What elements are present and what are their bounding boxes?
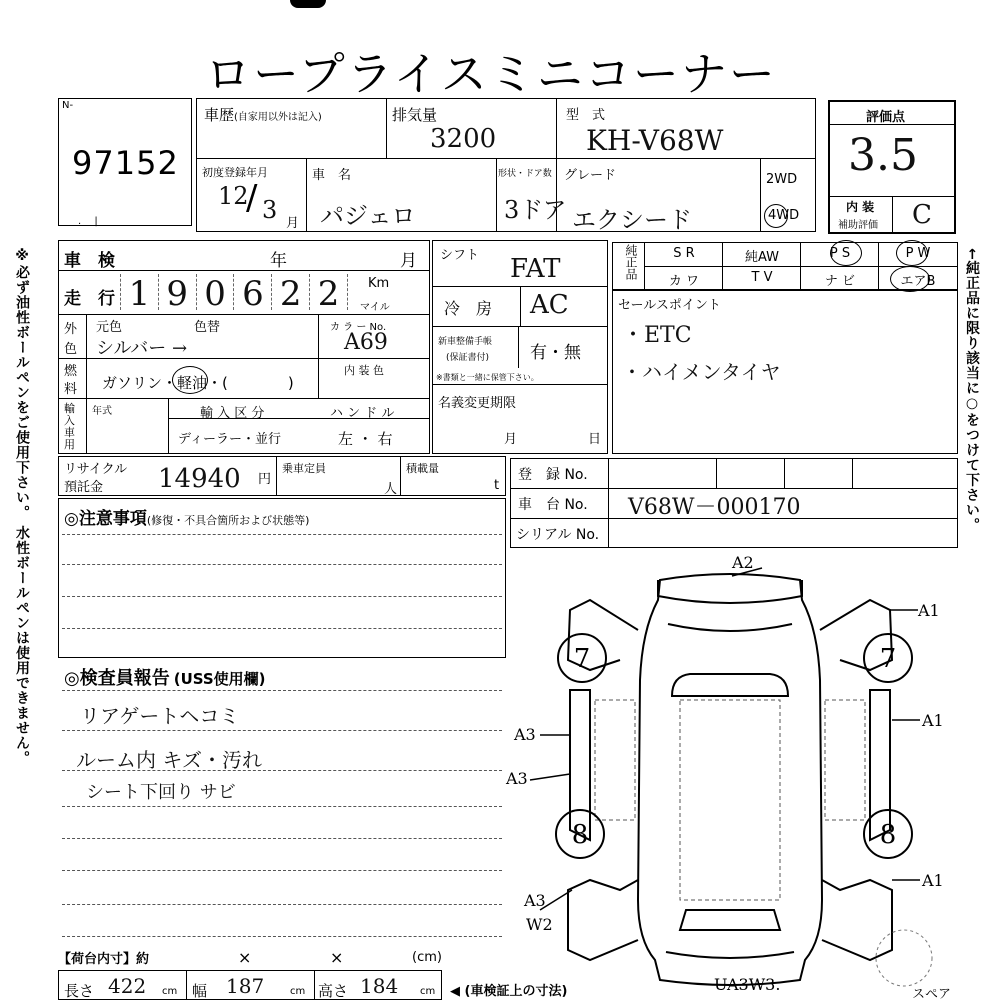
- left-door-dashed: [595, 700, 635, 820]
- history-sub: (自家用以外は記入): [234, 112, 322, 123]
- history-label-text: 車歴: [204, 106, 235, 124]
- maint-book-value: 有・無: [530, 343, 581, 363]
- displacement-label: 排気量: [392, 106, 438, 124]
- damage-mark: A1: [918, 601, 940, 620]
- option-aw: 純AW: [744, 250, 780, 265]
- maint-book-label-2: (保証書付): [446, 353, 490, 363]
- load-label: 積載量: [406, 462, 439, 475]
- inspection-month: 月: [400, 251, 417, 271]
- dims-height-unit: cm: [420, 986, 436, 997]
- rear-bumper: [666, 952, 794, 958]
- inspector-line: リアゲートヘコミ: [80, 704, 240, 728]
- notes-label: [64, 504, 309, 529]
- inspector-line: シート下回り サビ: [86, 782, 236, 803]
- interior-label-2: 補助評価: [838, 220, 878, 231]
- import-cat-value: ディーラー・並行: [178, 432, 281, 447]
- import-cat-label: 輸 入 区 分: [200, 406, 265, 421]
- page-title: ロープライスミニコーナー: [205, 47, 777, 101]
- handle-label: ハ ン ド ル: [330, 406, 395, 421]
- chassis-label: 車 台 No.: [518, 497, 588, 513]
- inspector-label-text: ◎検査員報告: [64, 668, 170, 689]
- mileage-digit: 2: [309, 274, 348, 310]
- model-label: 型 式: [566, 108, 606, 123]
- color-no-label: カ ラ ー No.: [330, 322, 387, 333]
- score-label: 評価点: [866, 110, 906, 125]
- shape-doors-label: 形状・ドア数: [498, 169, 552, 179]
- shift-value: FAT: [510, 254, 561, 284]
- mileage-digits: [120, 274, 348, 314]
- sales-point-item: ・ETC: [622, 323, 692, 348]
- ac-label: 冷 房: [444, 299, 493, 318]
- fuel-options: ガソリン・軽油・( ): [102, 374, 294, 392]
- tire-mark: 7: [879, 644, 897, 674]
- top-mark: [290, 0, 326, 8]
- load-unit: t: [494, 478, 500, 493]
- name-change-day: 日: [588, 432, 602, 447]
- maint-book-note: ※書類と一緒に保管下さい。: [436, 373, 539, 382]
- tire-mark: 7: [573, 644, 591, 674]
- displacement-value: 3200: [430, 124, 497, 154]
- name-change-month: 月: [504, 432, 518, 447]
- maint-book-label-1: 新車整備手帳: [438, 337, 493, 347]
- mileage-digit: 2: [271, 274, 309, 310]
- mileage-digit: 6: [233, 274, 271, 310]
- dims-height: 184: [360, 974, 399, 998]
- damage-mark: A1: [922, 711, 944, 730]
- exterior-orig: 元色: [96, 320, 123, 335]
- import-label-4: 用: [64, 438, 75, 451]
- shape-doors-value: 3ドア: [504, 196, 567, 224]
- mileage-digit: 0: [196, 274, 234, 310]
- shift-label: シフト: [440, 248, 480, 263]
- model-value: KH-V68W: [586, 124, 724, 157]
- sales-points-label: セールスポイント: [618, 298, 721, 313]
- damage-mark: UA3W3.: [714, 975, 781, 994]
- cargo-x1: ×: [238, 948, 252, 967]
- option-ps: P S: [829, 246, 851, 261]
- capacity-label: 乗車定員: [282, 462, 326, 475]
- score-value: 3.5: [848, 130, 918, 181]
- inspection-year: 年: [270, 251, 287, 271]
- registration-label: 登 録 No.: [518, 467, 588, 483]
- right-door-dashed: [825, 700, 865, 820]
- exterior-label-1: 外: [64, 322, 78, 337]
- damage-mark: A1: [922, 871, 944, 890]
- car-name-label: 車 名: [312, 168, 352, 183]
- right-rear-panel: [822, 880, 892, 960]
- hood-line: [668, 624, 792, 631]
- option-leather: カ ワ: [668, 274, 700, 289]
- color-no-value: A69: [344, 330, 388, 355]
- import-year-label: 年式: [92, 406, 112, 417]
- exterior-value: シルバー →: [96, 338, 188, 359]
- damage-mark: A2: [732, 553, 754, 572]
- dims-width-label: 幅: [192, 982, 208, 1000]
- history-label: [204, 104, 322, 125]
- option-navi: ナ ビ: [824, 274, 856, 289]
- recycle-label-1: リサイクル: [64, 462, 128, 477]
- import-label-2: 入: [64, 414, 75, 427]
- cargo-unit: (cm): [412, 950, 442, 965]
- mileage-digit: 1: [120, 274, 158, 310]
- left-side-note: ※必ず油性ボールペンをご使用下さい。 水性ボールペンは使用できません。: [14, 248, 30, 766]
- car-diagram: [500, 550, 960, 1000]
- interior-label-1: 内 装: [846, 200, 875, 214]
- mileage-unit-mile: マイル: [360, 302, 390, 313]
- right-door: [870, 690, 890, 840]
- option-pw: P W: [905, 246, 931, 261]
- cargo-label: 【荷台内寸】約: [58, 952, 150, 967]
- inspection-label: 車 検: [64, 251, 115, 271]
- dims-width: 187: [226, 974, 265, 998]
- right-side-note: ←純正品に限り該当に○をつけて下さい。: [964, 248, 980, 533]
- options-side-label: 純正品: [624, 244, 638, 280]
- first-reg-month-unit: 月: [286, 216, 300, 231]
- inspector-sub: (USS使用欄): [173, 670, 266, 688]
- front-bumper: [658, 580, 802, 603]
- import-label-1: 輸: [64, 402, 75, 415]
- recycle-label-2: 預託金: [64, 480, 104, 495]
- option-ps-circle: [830, 240, 862, 266]
- drive-2wd: 2WD: [766, 172, 798, 187]
- left-door: [570, 690, 590, 840]
- first-reg-month: 3: [262, 196, 278, 224]
- dims-height-label: 高さ: [318, 982, 349, 1000]
- first-reg-slash: /: [246, 178, 258, 218]
- notes-sub: (修復・不具合箇所および状態等): [146, 514, 310, 527]
- spare-tire-circle: [876, 930, 932, 986]
- mileage-label: 走 行: [64, 289, 115, 309]
- dims-length-label: 長さ: [64, 982, 95, 1000]
- grade-label: グレード: [564, 168, 617, 183]
- dims-length-unit: cm: [162, 986, 178, 997]
- mileage-digit: 9: [158, 274, 196, 310]
- car-name-value: パジェロ: [320, 202, 416, 230]
- fuel-label-1: 燃: [64, 364, 78, 379]
- interior-value: C: [912, 200, 932, 230]
- interior-color-label: 内 装 色: [344, 364, 384, 377]
- spare-label: スペア: [912, 987, 952, 1000]
- drive-4wd-circle: [764, 204, 788, 228]
- windshield: [672, 674, 788, 696]
- dims-note: ◀ (車検証上の寸法): [450, 984, 568, 999]
- sales-point-item: ・ハイメンタイヤ: [622, 360, 781, 384]
- dims-length: 422: [108, 974, 147, 998]
- cargo-x2: ×: [330, 948, 344, 967]
- name-change-label: 名義変更期限: [438, 396, 517, 411]
- damage-mark: A3: [524, 891, 546, 910]
- option-tv: T V: [751, 270, 773, 285]
- option-airbag: エアB: [900, 274, 936, 289]
- chassis-value: V68W－000170: [628, 495, 801, 520]
- left-rear-panel: [568, 880, 638, 960]
- tire-mark: 8: [879, 820, 897, 850]
- exterior-repaint: 色替: [194, 320, 221, 335]
- fuel-label-2: 料: [64, 382, 78, 397]
- tire-mark: 8: [571, 820, 589, 850]
- serial-label: シリアル No.: [516, 527, 600, 543]
- lot-dots: . |: [78, 216, 98, 227]
- option-sr: S R: [673, 246, 695, 261]
- first-reg-label: 初度登録年月: [202, 166, 268, 179]
- grade-value: エクシード: [572, 206, 692, 234]
- dims-width-unit: cm: [290, 986, 306, 997]
- ac-value: AC: [530, 290, 569, 320]
- lot-prefix: N-: [62, 100, 74, 111]
- mileage-unit-km: Km: [368, 276, 390, 291]
- first-reg-year: 12: [218, 182, 249, 210]
- lot-number: 97152: [72, 144, 179, 182]
- damage-mark: A3: [506, 769, 528, 788]
- roof-dashed: [680, 700, 780, 900]
- exterior-label-2: 色: [64, 342, 78, 357]
- import-label-3: 車: [64, 426, 75, 439]
- recycle-unit: 円: [258, 472, 272, 487]
- inspector-label: [64, 664, 266, 690]
- fuel-diesel-circle: [172, 366, 208, 394]
- damage-mark: W2: [526, 915, 553, 934]
- damage-mark: A3: [514, 725, 536, 744]
- recycle-value: 14940: [158, 464, 241, 494]
- rear-window: [680, 910, 780, 930]
- handle-value: 左 ・ 右: [338, 430, 393, 448]
- option-airbag-circle: [890, 266, 930, 292]
- notes-label-text: ◎注意事項: [64, 509, 147, 529]
- option-pw-circle: [896, 240, 928, 266]
- drive-4wd: 4WD: [768, 208, 800, 223]
- capacity-unit: 人: [384, 482, 398, 497]
- inspector-line: ルーム内 キズ・汚れ: [76, 748, 262, 772]
- car-body-outline: [638, 574, 822, 985]
